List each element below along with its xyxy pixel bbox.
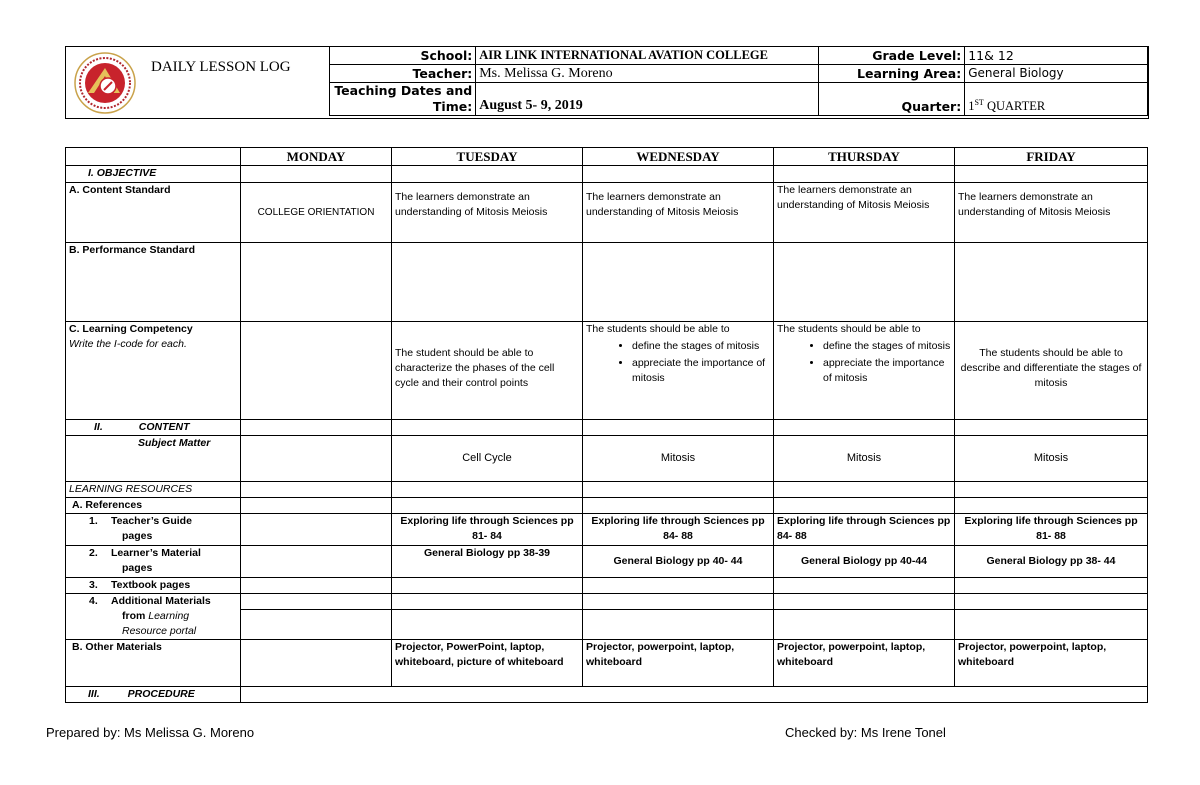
competency-wednesday: The students should be able to • define the stages of mitosis • appreciate the importance of mitosis	[583, 322, 774, 420]
content-heading: II. CONTENT	[66, 420, 241, 436]
learners-material-label: 2. Learner’s Material pages	[66, 546, 241, 578]
learning-resources-heading: LEARNING RESOURCES	[66, 482, 241, 498]
teaching-time-label: Time:	[432, 99, 473, 114]
header-block	[65, 46, 1149, 119]
bullet-item: • define the stages of mitosis	[823, 339, 951, 354]
learning-competency-label: C. Learning Competency	[69, 323, 193, 335]
lesson-log-table	[65, 147, 1148, 703]
additional-materials-label: 4. Additional Materials from Learning Resource portal	[66, 594, 241, 640]
learning-competency-row	[66, 322, 1148, 420]
competency-thursday: The students should be able to • define the stages of mitosis • appreciate the importance of mitosis	[774, 322, 955, 420]
teachers-guide-label: 1. Teacher’s Guide pages	[66, 514, 241, 546]
other-materials-label: B. Other Materials	[66, 640, 241, 687]
content-standard-tuesday: The learners demonstrate an understanding of Mitosis Meiosis	[392, 183, 583, 243]
subject-matter-label: Subject Matter	[66, 436, 241, 482]
checked-by: Checked by: Ms Irene Tonel	[785, 725, 946, 740]
day-wednesday: WEDNESDAY	[583, 148, 774, 166]
grade-level-label: Grade Level:	[819, 47, 965, 65]
teacher-label: Teacher:	[330, 65, 476, 83]
teaching-dates-label: Teaching Dates and	[334, 83, 473, 98]
content-standard-wednesday: The learners demonstrate an understanding of Mitosis Meiosis	[583, 183, 774, 243]
procedure-heading: III. PROCEDURE	[66, 687, 241, 703]
subject-matter-row	[66, 436, 1148, 482]
content-standard-label: A. Content Standard	[66, 183, 241, 243]
document-title: DAILY LESSON LOG	[151, 59, 291, 75]
lm-thursday: General Biology pp 40-44	[774, 546, 955, 578]
tg-wednesday: Exploring life through Sciences pp 84- 88	[583, 514, 774, 546]
subject-wednesday: Mitosis	[583, 436, 774, 482]
college-seal-icon	[74, 52, 136, 114]
performance-standard-label: B. Performance Standard	[66, 243, 241, 322]
competency-friday: The students should be able to describe and differentiate the stages of mitosis	[955, 322, 1148, 420]
lm-wednesday: General Biology pp 40- 44	[583, 546, 774, 578]
textbook-label: 3. Textbook pages	[66, 578, 241, 594]
subject-tuesday: Cell Cycle	[392, 436, 583, 482]
other-materials-row	[66, 640, 1148, 687]
learners-material-row	[66, 546, 1148, 578]
school-label: School:	[330, 47, 476, 65]
om-thursday: Projector, powerpoint, laptop, whiteboard	[774, 640, 955, 687]
days-header-row	[66, 148, 1148, 166]
tg-thursday: Exploring life through Sciences pp 84- 88	[774, 514, 955, 546]
performance-standard-row	[66, 243, 1148, 322]
references-heading: A. References	[66, 498, 241, 514]
header-info-table	[329, 46, 1148, 116]
teaching-dates-value: August 5- 9, 2019	[476, 83, 819, 116]
monday-orientation: COLLEGE ORIENTATION	[241, 183, 392, 243]
day-friday: FRIDAY	[955, 148, 1148, 166]
objective-heading: I. OBJECTIVE	[66, 166, 241, 183]
teacher-value: Ms. Melissa G. Moreno	[476, 65, 819, 83]
school-value: AIR LINK INTERNATIONAL AVATION COLLEGE	[476, 47, 819, 65]
lm-tuesday: General Biology pp 38-39	[392, 546, 583, 578]
quarter-value: 1ST QUARTER	[965, 83, 1148, 116]
lm-friday: General Biology pp 38- 44	[955, 546, 1148, 578]
subject-thursday: Mitosis	[774, 436, 955, 482]
bullet-item: • appreciate the importance of mitosis	[632, 356, 770, 386]
learning-area-label: Learning Area:	[819, 65, 965, 83]
prepared-by: Prepared by: Ms Melissa G. Moreno	[46, 725, 255, 740]
teachers-guide-row	[66, 514, 1148, 546]
content-standard-friday: The learners demonstrate an understanding of Mitosis Meiosis	[955, 183, 1148, 243]
competency-tuesday: The student should be able to characterize the phases of the cell cycle and their control points	[392, 322, 583, 420]
content-standard-row	[66, 183, 1148, 243]
quarter-label: Quarter:	[819, 83, 965, 116]
tg-friday: Exploring life through Sciences pp 81- 88	[955, 514, 1148, 546]
om-friday: Projector, powerpoint, laptop, whiteboard	[955, 640, 1148, 687]
bullet-item: • define the stages of mitosis	[632, 339, 770, 354]
bullet-item: • appreciate the importance of mitosis	[823, 356, 951, 386]
tg-tuesday: Exploring life through Sciences pp 81- 84	[392, 514, 583, 546]
day-thursday: THURSDAY	[774, 148, 955, 166]
om-tuesday: Projector, PowerPoint, laptop, whiteboard, picture of whiteboard	[392, 640, 583, 687]
learning-competency-note: Write the I-code for each.	[69, 338, 187, 350]
grade-level-value: 11& 12	[965, 47, 1148, 65]
subject-friday: Mitosis	[955, 436, 1148, 482]
day-tuesday: TUESDAY	[392, 148, 583, 166]
content-standard-thursday: The learners demonstrate an understanding of Mitosis Meiosis	[774, 183, 955, 243]
day-monday: MONDAY	[241, 148, 392, 166]
om-wednesday: Projector, powerpoint, laptop, whiteboard	[583, 640, 774, 687]
learning-area-value: General Biology	[965, 65, 1148, 83]
